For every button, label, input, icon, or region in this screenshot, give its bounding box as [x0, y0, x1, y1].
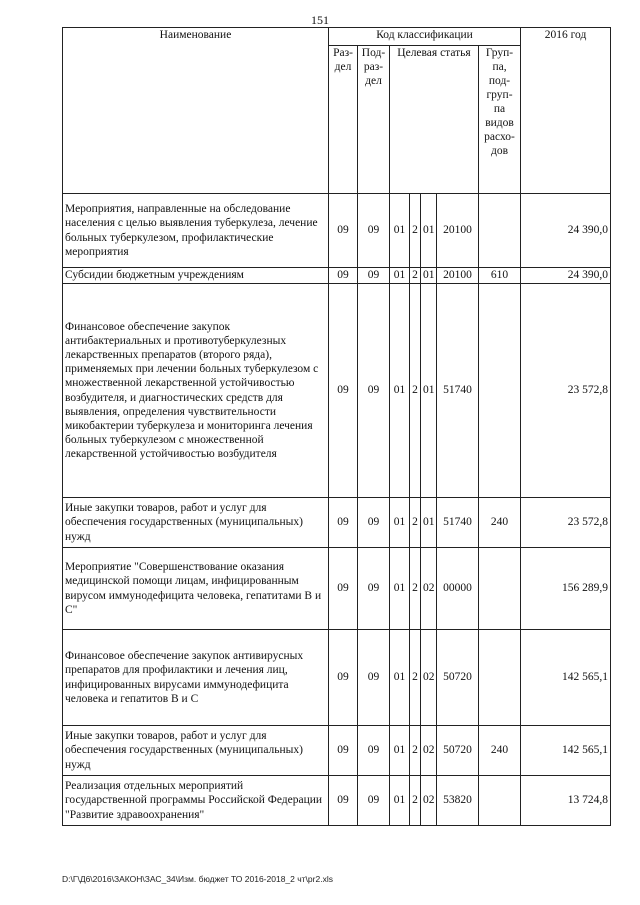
row-razdel: 09 — [329, 284, 358, 498]
table-row — [63, 548, 611, 630]
row-target-direction: 20100 — [437, 268, 479, 284]
header-code: Код классификации — [329, 28, 521, 46]
row-podrazdel: 09 — [358, 498, 390, 548]
row-target-event: 02 — [421, 726, 437, 776]
row-razdel: 09 — [329, 498, 358, 548]
row-target-event: 01 — [421, 284, 437, 498]
row-target-program: 01 — [390, 194, 410, 268]
row-razdel: 09 — [329, 268, 358, 284]
table-row — [63, 194, 611, 268]
file-path-footer: D:\Г\Д6\2016\ЗАКОН\ЗАС_34\Изм. бюджет ТО 2016-2018_2 чт\pr2.xls — [62, 874, 333, 884]
row-podrazdel: 09 — [358, 284, 390, 498]
row-razdel: 09 — [329, 548, 358, 630]
row-target-direction: 51740 — [437, 498, 479, 548]
row-razdel: 09 — [329, 726, 358, 776]
row-target-program: 01 — [390, 726, 410, 776]
row-sum: 24 390,0 — [521, 268, 611, 284]
table-row — [63, 776, 611, 826]
row-name: Финансовое обеспечение закупок антибактериальных и противотуберкулезных лекарственных препаратов (второго ряда), применяемых при лечении больных туберкулезом с множественной лекарственной устойчивостью возбудителя, и диагностических средств для выявления, определения чувствительности микобактерии туберкулеза и мониторинга лечения больных туберкулезом с множественной лекарственной устойчивостью возбудителя — [63, 284, 329, 498]
page-number: 151 — [311, 13, 329, 27]
row-target-subprogram: 2 — [410, 630, 421, 726]
row-razdel: 09 — [329, 776, 358, 826]
row-target-subprogram: 2 — [410, 194, 421, 268]
row-podrazdel: 09 — [358, 630, 390, 726]
row-target-event: 02 — [421, 776, 437, 826]
header-podrazdel: Под-раз-дел — [358, 46, 390, 194]
row-podrazdel: 09 — [358, 726, 390, 776]
row-podrazdel: 09 — [358, 776, 390, 826]
row-expense-group — [479, 194, 521, 268]
budget-table — [62, 27, 611, 826]
row-sum: 24 390,0 — [521, 194, 611, 268]
row-target-program: 01 — [390, 284, 410, 498]
row-razdel: 09 — [329, 630, 358, 726]
table-row — [63, 268, 611, 284]
row-target-program: 01 — [390, 498, 410, 548]
row-expense-group: 240 — [479, 726, 521, 776]
table-row — [63, 726, 611, 776]
table-row — [63, 498, 611, 548]
row-name: Финансовое обеспечение закупок антивирусных препаратов для профилактики и лечения лиц, инфицированных вирусами иммунодефицита человека и гепатитов В и С — [63, 630, 329, 726]
row-expense-group — [479, 548, 521, 630]
row-expense-group: 240 — [479, 498, 521, 548]
header-razdel: Раз-дел — [329, 46, 358, 194]
row-sum: 23 572,8 — [521, 498, 611, 548]
row-target-subprogram: 2 — [410, 498, 421, 548]
row-target-program: 01 — [390, 776, 410, 826]
row-name: Иные закупки товаров, работ и услуг для обеспечения государственных (муниципальных) нужд — [63, 726, 329, 776]
row-podrazdel: 09 — [358, 268, 390, 284]
row-name: Реализация отдельных мероприятий государственной программы Российской Федерации "Развитие здравоохранения" — [63, 776, 329, 826]
row-name: Мероприятия, направленные на обследование населения с целью выявления туберкулеза, лечение больных туберкулезом, профилактические мероприятия — [63, 194, 329, 268]
row-podrazdel: 09 — [358, 548, 390, 630]
row-target-direction: 53820 — [437, 776, 479, 826]
row-target-event: 01 — [421, 498, 437, 548]
row-name: Субсидии бюджетным учреждениям — [63, 268, 329, 284]
row-target-direction: 51740 — [437, 284, 479, 498]
row-expense-group — [479, 630, 521, 726]
header-target: Целевая статья — [390, 46, 479, 194]
table-row — [63, 630, 611, 726]
row-target-subprogram: 2 — [410, 548, 421, 630]
table-row — [63, 284, 611, 498]
row-target-direction: 50720 — [437, 726, 479, 776]
row-target-program: 01 — [390, 630, 410, 726]
row-target-subprogram: 2 — [410, 268, 421, 284]
row-expense-group — [479, 776, 521, 826]
row-sum: 156 289,9 — [521, 548, 611, 630]
header-year: 2016 год — [521, 28, 611, 194]
row-target-subprogram: 2 — [410, 284, 421, 498]
row-target-program: 01 — [390, 268, 410, 284]
row-sum: 23 572,8 — [521, 284, 611, 498]
row-target-event: 02 — [421, 630, 437, 726]
row-razdel: 09 — [329, 194, 358, 268]
row-target-event: 01 — [421, 268, 437, 284]
row-target-subprogram: 2 — [410, 776, 421, 826]
row-name: Иные закупки товаров, работ и услуг для обеспечения государственных (муниципальных) нужд — [63, 498, 329, 548]
header-name: Наименование — [63, 28, 329, 194]
row-podrazdel: 09 — [358, 194, 390, 268]
row-target-direction: 50720 — [437, 630, 479, 726]
table-body — [63, 194, 611, 826]
row-name: Мероприятие "Совершенствование оказания медицинской помощи лицам, инфицированным вирусом иммунодефицита человека, гепатитами В и С" — [63, 548, 329, 630]
row-target-event: 01 — [421, 194, 437, 268]
header-group: Груп-па, под-груп-па видов расхо-дов — [479, 46, 521, 194]
row-expense-group: 610 — [479, 268, 521, 284]
row-sum: 13 724,8 — [521, 776, 611, 826]
row-target-program: 01 — [390, 548, 410, 630]
row-target-event: 02 — [421, 548, 437, 630]
row-target-subprogram: 2 — [410, 726, 421, 776]
row-sum: 142 565,1 — [521, 726, 611, 776]
row-target-direction: 00000 — [437, 548, 479, 630]
row-sum: 142 565,1 — [521, 630, 611, 726]
row-expense-group — [479, 284, 521, 498]
row-target-direction: 20100 — [437, 194, 479, 268]
